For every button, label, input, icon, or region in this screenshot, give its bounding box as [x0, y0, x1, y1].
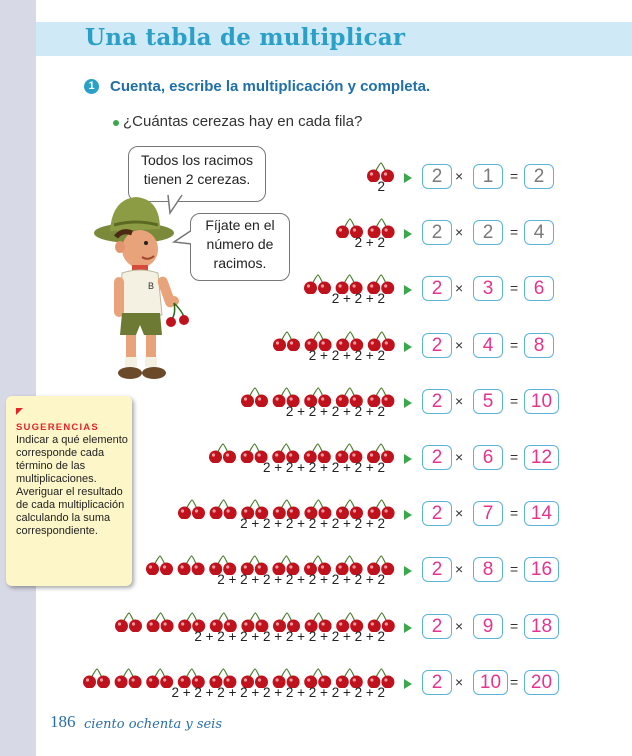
- product-box[interactable]: 6: [524, 276, 554, 301]
- factor-a-box[interactable]: 2: [422, 164, 452, 189]
- times-sign: ×: [455, 505, 464, 521]
- exercise-number-badge: 1: [84, 79, 99, 94]
- product-box[interactable]: 12: [524, 445, 559, 470]
- equals-sign: =: [510, 168, 519, 184]
- factor-a-box[interactable]: 2: [422, 445, 452, 470]
- play-arrow-icon: [404, 510, 412, 520]
- equals-sign: =: [510, 224, 519, 240]
- addition-sum: 2 + 2 + 2 + 2 + 2 + 2 + 2: [240, 516, 385, 531]
- times-sign: ×: [455, 618, 464, 634]
- factor-a-box[interactable]: 2: [422, 557, 452, 582]
- factor-a-box[interactable]: 2: [422, 333, 452, 358]
- page-title: Una tabla de multiplicar: [85, 24, 406, 51]
- factor-a-box[interactable]: 2: [422, 670, 452, 695]
- equals-sign: =: [510, 674, 519, 690]
- addition-sum: 2 + 2 + 2 + 2: [308, 348, 385, 363]
- bubble-1-line-2: tienen 2 cerezas.: [143, 171, 251, 187]
- times-sign: ×: [455, 224, 464, 240]
- factor-b-box[interactable]: 7: [473, 501, 503, 526]
- boy-explorer-illustration: [92, 185, 192, 385]
- suggestions-box: [6, 396, 132, 586]
- factor-b-box[interactable]: 8: [473, 557, 503, 582]
- play-arrow-icon: [404, 623, 412, 633]
- play-arrow-icon: [404, 285, 412, 295]
- factor-a-box[interactable]: 2: [422, 389, 452, 414]
- times-sign: ×: [455, 449, 464, 465]
- equals-sign: =: [510, 505, 519, 521]
- addition-sum: 2 + 2 + 2 + 2 + 2 + 2 + 2 + 2: [217, 572, 385, 587]
- times-sign: ×: [455, 561, 464, 577]
- addition-sum: 2 + 2 + 2 + 2 + 2 + 2: [263, 460, 385, 475]
- cherry-bunch-icon: [178, 556, 205, 575]
- cherry-bunch-icon: [115, 669, 142, 688]
- bubble-1-line-1: Todos los racimos: [140, 152, 254, 168]
- cherry-bunch-icon: [304, 275, 331, 294]
- bubble-2-line-2: número de: [206, 236, 274, 252]
- cherry-bunch-icon: [83, 669, 110, 688]
- play-arrow-icon: [404, 342, 412, 352]
- product-box[interactable]: 4: [524, 220, 554, 245]
- addition-sum: 2 + 2 + 2 + 2 + 2 + 2 + 2 + 2 + 2: [194, 629, 385, 644]
- play-arrow-icon: [404, 454, 412, 464]
- factor-b-box[interactable]: 9: [473, 614, 503, 639]
- times-sign: ×: [455, 168, 464, 184]
- play-arrow-icon: [404, 229, 412, 239]
- product-box[interactable]: 20: [524, 670, 559, 695]
- factor-a-box[interactable]: 2: [422, 614, 452, 639]
- product-box[interactable]: 10: [524, 389, 559, 414]
- times-sign: ×: [455, 674, 464, 690]
- times-sign: ×: [455, 337, 464, 353]
- suggestions-heading: SUGERENCIAS: [16, 422, 99, 433]
- speech-bubble-2: [190, 213, 290, 281]
- addition-sum: 2: [377, 179, 385, 194]
- equals-sign: =: [510, 337, 519, 353]
- cherry-bunch-icon: [178, 500, 205, 519]
- equals-sign: =: [510, 449, 519, 465]
- cherry-bunch-icon: [273, 332, 300, 351]
- bullet-icon: [113, 120, 119, 126]
- page-number: 186: [50, 712, 76, 731]
- factor-a-box[interactable]: 2: [422, 276, 452, 301]
- cherry-bunch-icon: [209, 444, 236, 463]
- factor-b-box[interactable]: 4: [473, 333, 503, 358]
- product-box[interactable]: 18: [524, 614, 559, 639]
- factor-b-box[interactable]: 10: [473, 670, 508, 695]
- factor-a-box[interactable]: 2: [422, 501, 452, 526]
- svg-text:B: B: [148, 281, 155, 291]
- play-arrow-icon: [404, 566, 412, 576]
- bubble-2-line-3: racimos.: [213, 255, 267, 271]
- play-arrow-icon: [404, 398, 412, 408]
- exercise-question: ¿Cuántas cerezas hay en cada fila?: [123, 113, 363, 130]
- addition-sum: 2 + 2 + 2 + 2 + 2: [285, 404, 385, 419]
- product-box[interactable]: 8: [524, 333, 554, 358]
- factor-b-box[interactable]: 5: [473, 389, 503, 414]
- play-arrow-icon: [404, 679, 412, 689]
- equals-sign: =: [510, 280, 519, 296]
- cherry-bunch-icon: [146, 669, 173, 688]
- product-box[interactable]: 14: [524, 501, 559, 526]
- factor-b-box[interactable]: 1: [473, 164, 503, 189]
- page-number-words: ciento ochenta y seis: [84, 717, 223, 732]
- factor-b-box[interactable]: 6: [473, 445, 503, 470]
- exercise-instruction: Cuenta, escribe la multiplicación y completa.: [110, 78, 431, 95]
- product-box[interactable]: 2: [524, 164, 554, 189]
- addition-sum: 2 + 2 + 2: [331, 291, 385, 306]
- bubble-2-line-1: Fíjate en el: [205, 217, 275, 233]
- cherry-bunch-icon: [146, 556, 173, 575]
- times-sign: ×: [455, 393, 464, 409]
- suggestions-text: Indicar a qué elemento corresponde cada término de las multiplicaciones. Averiguar el resultado de cada multiplicación calculando la suma correspondiente.: [16, 434, 128, 537]
- equals-sign: =: [510, 393, 519, 409]
- addition-sum: 2 + 2: [354, 235, 385, 250]
- cherry-bunch-icon: [210, 500, 237, 519]
- play-arrow-icon: [404, 173, 412, 183]
- cherry-bunch-icon: [147, 613, 174, 632]
- factor-b-box[interactable]: 2: [473, 220, 503, 245]
- factor-a-box[interactable]: 2: [422, 220, 452, 245]
- equals-sign: =: [510, 561, 519, 577]
- factor-b-box[interactable]: 3: [473, 276, 503, 301]
- equals-sign: =: [510, 618, 519, 634]
- cherry-bunch-icon: [115, 613, 142, 632]
- product-box[interactable]: 16: [524, 557, 559, 582]
- times-sign: ×: [455, 280, 464, 296]
- cherry-bunch-icon: [241, 388, 268, 407]
- addition-sum: 2 + 2 + 2 + 2 + 2 + 2 + 2 + 2 + 2 + 2: [171, 685, 385, 700]
- corner-flag-icon: [16, 408, 23, 415]
